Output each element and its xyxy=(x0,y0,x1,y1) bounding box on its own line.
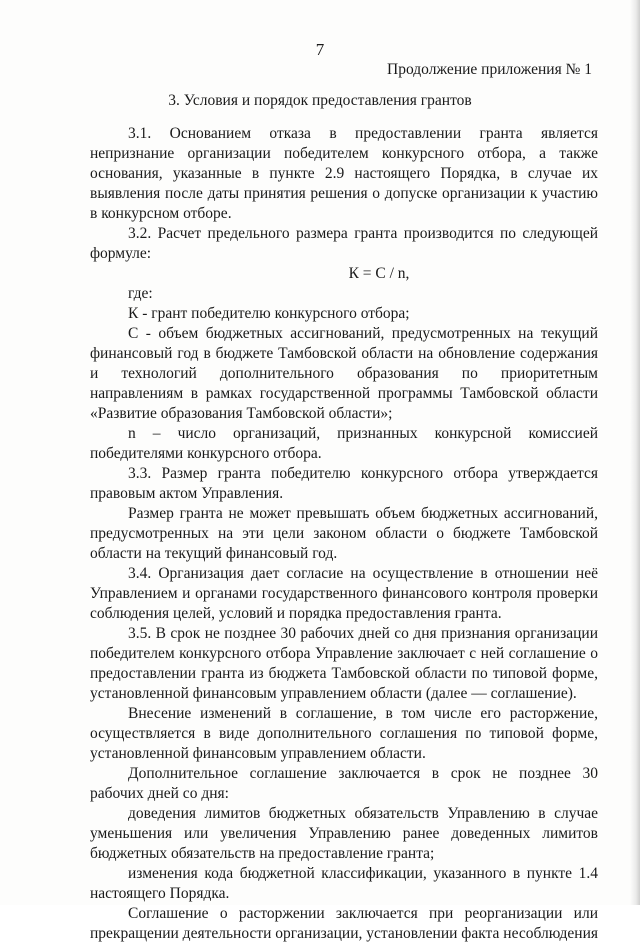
paragraph-3-3: 3.3. Размер гранта победителю конкурсного отбора утверждается правовым актом Управления. xyxy=(90,465,598,502)
scan-edge-shadow xyxy=(630,0,640,905)
paragraph-termination: Соглашение о расторжении заключается при реорганизации или прекращении деятельности организации, установлении факта несоблюдения xyxy=(90,905,598,942)
paragraph-3-1: 3.1. Основанием отказа в предоставлении гранта является непризнание организации победителем конкурсного отбора, а также основания, указанные в пункте 2.9 настоящего Порядка, в случае их выявления после даты принятия решения о допуске организации к участию в конкурсном отборе. xyxy=(90,125,598,222)
paragraph-limits: доведения лимитов бюджетных обязательств Управлению в случае уменьшения или увеличения Управлению ранее доведенных лимитов бюджетных обязательств на предоставление гранта; xyxy=(90,805,598,862)
appendix-label: Продолжение приложения № 1 xyxy=(387,61,592,78)
page-number: 7 xyxy=(315,40,325,59)
paragraph-additional-agreement: Дополнительное соглашение заключается в срок не позднее 30 рабочих дней со дня: xyxy=(90,765,598,802)
formula: К = С / n, xyxy=(348,265,410,282)
section-title: 3. Условия и порядок предоставления грантов xyxy=(168,92,472,109)
paragraph-3-4: 3.4. Организация дает согласие на осуществление в отношении неё Управлением и органами государственного финансового контроля проверки соблюдения целей, условий и порядка предоставления гранта. xyxy=(90,565,598,622)
document-body xyxy=(90,124,598,944)
paragraph-budget-code: изменения кода бюджетной классификации, указанного в пункте 1.4 настоящего Порядка. xyxy=(90,865,598,902)
definition-c: С - объем бюджетных ассигнований, предусмотренных на текущий финансовый год в бюджете Тамбовской области на обновление содержания и технологий дополнительного образования по приоритетным направлениям в рамках государственной программы Тамбовской области «Развитие образования Тамбовской области»; xyxy=(90,325,598,422)
paragraph-3-2: 3.2. Расчет предельного размера гранта производится по следующей формуле: xyxy=(90,225,598,262)
paragraph-grant-limit: Размер гранта не может превышать объем бюджетных ассигнований, предусмотренных на эти цели законом области о бюджете Тамбовской области на текущий финансовый год. xyxy=(90,505,598,562)
definition-k: К - грант победителю конкурсного отбора; xyxy=(128,305,410,322)
paragraph-3-5: 3.5. В срок не позднее 30 рабочих дней со дня признания организации победителем конкурсного отбора Управление заключает с ней соглашение о предоставлении гранта из бюджета Тамбовской области по типовой форме, установленной финансовым управлением области (далее — соглашение). xyxy=(90,625,598,702)
paragraph-amendments: Внесение изменений в соглашение, в том числе его расторжение, осуществляется в виде дополнительного соглашения по типовой форме, установленной финансовым управлением области. xyxy=(90,705,598,762)
formula-where: где: xyxy=(128,285,153,302)
definition-n: n – число организаций, признанных конкурсной комиссией победителями конкурсного отбора. xyxy=(90,425,598,462)
